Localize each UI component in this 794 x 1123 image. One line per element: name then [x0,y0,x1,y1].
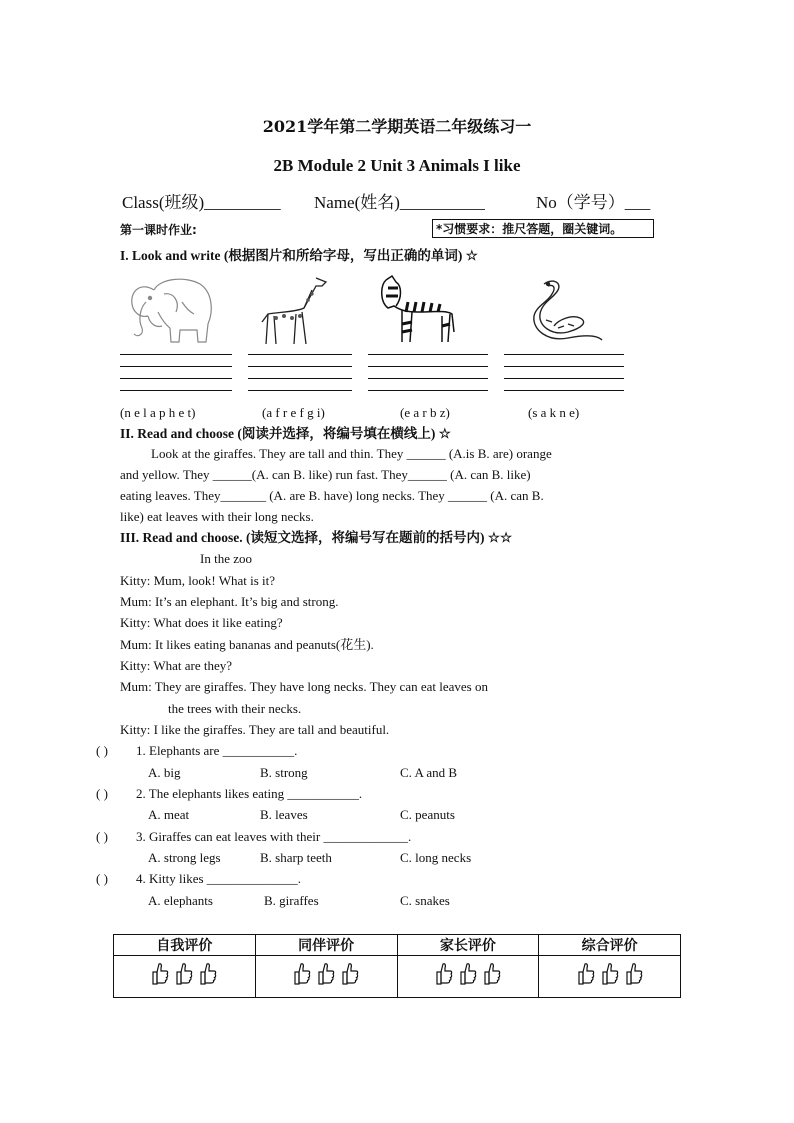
dialogue-line: Mum: It’s an elephant. It’s big and strong. [120,594,339,609]
thumbs-up-icon[interactable] [175,962,193,991]
eval-header-self: 自我评价 [114,935,256,956]
answer-bracket-1[interactable]: ( ) [96,743,108,758]
passage-title: In the zoo [200,551,252,566]
eval-cell-peer[interactable] [255,956,397,998]
q2-option-a: A. meat [148,807,190,822]
snake-picture [518,276,604,346]
question-4: 4. Kitty likes ______________. [136,871,302,886]
q1-option-b: B. strong [260,765,308,780]
question-1: 1. Elephants are ___________. [136,743,298,758]
section2-heading: II. Read and choose (阅读并选择，将编号填在横线上) ☆ [120,426,451,441]
q2-option-b: B. leaves [260,807,308,822]
thumbs-up-icon[interactable] [601,962,619,991]
thumbs-up-icon[interactable] [151,962,169,991]
eval-cell-parent[interactable] [397,956,539,998]
habit-tip-box: *习惯要求：推尺答题，圈关键词。 [432,219,654,238]
evaluation-table [113,934,681,998]
section2-line-4: like) eat leaves with their long necks. [120,509,314,524]
thumbs-up-icon[interactable] [625,962,643,991]
eval-cell-overall[interactable] [539,956,681,998]
letters-1: (n e l a p h e t) [120,405,196,420]
dialogue-line: Mum: They are giraffes. They have long necks. They can eat leaves on [120,679,488,694]
section2-line-3: eating leaves. They_______ (A. are B. have) long necks. They ______ (A. can B. [120,488,544,503]
thumbs-up-icon[interactable] [317,962,335,991]
q3-option-b: B. sharp teeth [260,850,332,865]
thumbs-up-icon[interactable] [199,962,217,991]
thumbs-up-icon[interactable] [293,962,311,991]
q4-option-b: B. giraffes [264,893,319,908]
q1-option-a: A. big [148,765,181,780]
eval-header-overall: 综合评价 [539,935,681,956]
thumbs-up-icon[interactable] [577,962,595,991]
eval-header-peer: 同伴评价 [255,935,397,956]
dialogue-line: Kitty: What does it like eating? [120,615,283,630]
q3-option-a: A. strong legs [148,850,221,865]
dialogue-line: Mum: It likes eating bananas and peanuts(花生). [120,637,374,652]
dialogue-line: Kitty: Mum, look! What is it? [120,573,276,588]
page-subtitle: 2B Module 2 Unit 3 Animals I like [273,156,521,175]
q1-option-c: C. A and B [400,765,458,780]
answer-bracket-2[interactable]: ( ) [96,786,108,801]
dialogue-line: the trees with their necks. [168,701,302,716]
thumbs-up-icon[interactable] [435,962,453,991]
page-title: 2021学年第二学期英语二年级练习一 [262,117,532,136]
q2-option-c: C. peanuts [400,807,455,822]
letters-2: (a f r e f g i) [262,405,325,420]
giraffe-picture [256,272,336,346]
class-field[interactable]: Class(班级)_________ [122,193,281,212]
lesson-label: 第一课时作业: [120,223,197,237]
name-field[interactable]: Name(姓名)__________ [314,193,485,212]
thumbs-up-icon[interactable] [483,962,501,991]
eval-header-parent: 家长评价 [397,935,539,956]
dialogue-line: Kitty: I like the giraffes. They are tall and beautiful. [120,722,390,737]
answer-bracket-4[interactable]: ( ) [96,871,108,886]
elephant-picture [124,272,216,346]
thumbs-up-icon[interactable] [459,962,477,991]
letters-3: (e a r b z) [400,405,450,420]
question-2: 2. The elephants likes eating ___________. [136,786,363,801]
section2-line-1: Look at the giraffes. They are tall and thin. They ______ (A.is B. are) orange [151,446,552,461]
section3-heading: III. Read and choose. (读短文选择，将编号写在题前的括号内) ☆☆ [120,530,513,545]
section1-heading: I. Look and write (根据图片和所给字母，写出正确的单词) ☆ [120,248,478,263]
answer-bracket-3[interactable]: ( ) [96,829,108,844]
zebra-picture [372,272,460,346]
thumbs-up-icon[interactable] [341,962,359,991]
student-number-field[interactable]: No（学号）___ [536,193,651,212]
eval-cell-self[interactable] [114,956,256,998]
question-3: 3. Giraffes can eat leaves with their _____________. [136,829,412,844]
letters-4: (s a k n e) [528,405,580,420]
dialogue-line: Kitty: What are they? [120,658,233,673]
q4-option-c: C. snakes [400,893,450,908]
q4-option-a: A. elephants [148,893,213,908]
q3-option-c: C. long necks [400,850,472,865]
section2-line-2: and yellow. They ______(A. can B. like) run fast. They______ (A. can B. like) [120,467,531,482]
